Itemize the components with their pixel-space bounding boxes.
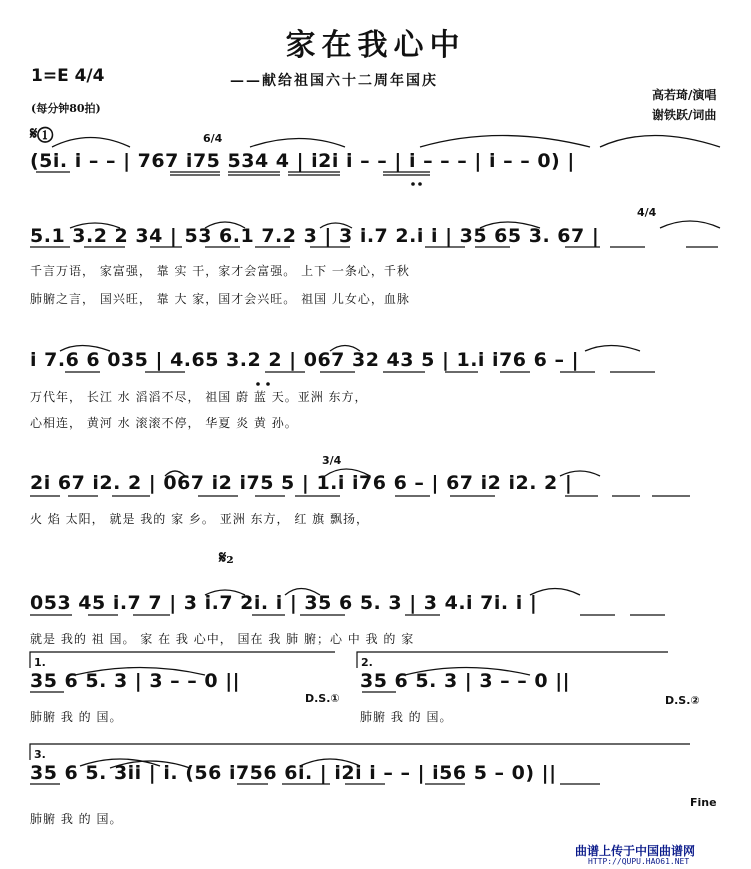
time-change-3-4: 3/4	[322, 454, 342, 467]
lyric-line-4a: 就是 我的 祖 国。 家 在 我 心中， 国在 我 肺 腑；心 中 我 的 家	[30, 632, 415, 646]
time-change-6-4: 6/4	[203, 132, 223, 145]
song-title: 家在我心中	[285, 28, 466, 63]
notation-line-0: (5i. i – – | 767 i75 534 4 | i2i i – – | i – – – | i – – 0) |	[30, 150, 575, 172]
ending-1-lyric: 肺腑 我 的 国。	[30, 710, 123, 724]
composer-credit: 谢铁跃/词曲	[652, 108, 717, 122]
singer-credit: 高若琦/演唱	[652, 88, 717, 102]
lyric-line-2b: 心相连， 黄河 水 滚滚不停， 华夏 炎 黄 孙。	[30, 416, 298, 430]
segno-1: 𝄋①	[30, 124, 54, 144]
watermark-text: 曲谱上传于中国曲谱网	[575, 844, 696, 858]
ds-1: D.S.①	[305, 692, 340, 705]
notation-line-3: 2i 67 i2. 2 | 067 i2 i75 5 | 1.i i76 6 – | 67 i2 i2. 2 |	[30, 472, 573, 494]
lyric-line-1b: 肺腑之言， 国兴旺， 靠 大 家，国才会兴旺。 祖国 儿女心，血脉	[30, 292, 410, 306]
time-change-4-4: 4/4	[637, 206, 657, 219]
ending-2-lyric: 肺腑 我 的 国。	[360, 710, 453, 724]
ds-2: D.S.②	[665, 694, 700, 707]
ending-2-notes: 35 6 5. 3 | 3 – – 0 ||	[360, 670, 571, 692]
fine-marking: Fine	[690, 796, 717, 809]
song-subtitle: ——献给祖国六十二周年国庆	[230, 73, 438, 89]
lyric-line-1a: 千言万语， 家富强， 靠 实 干，家才会富强。 上下 一条心，千秋	[30, 264, 410, 278]
ending-3-label: 3.	[34, 748, 46, 761]
ending-2-label: 2.	[361, 656, 373, 669]
segno-2: 𝄋₂	[219, 548, 234, 568]
key-signature: 1=E 4/4	[31, 66, 105, 86]
ending-3-lyric: 肺腑 我 的 国。	[30, 812, 123, 826]
tempo-marking: (每分钟80拍)	[31, 102, 101, 115]
ending-3-notes: 35 6 5. 3ii | i. (56 i756 6i. | i2i i – – | i56 5 – 0) ||	[30, 762, 557, 784]
notation-line-1: 5.1 3.2 2 34 | 53 6.1 7.2 3 | 3 i.7 2.i i | 35 65 3. 67 |	[30, 225, 600, 247]
lyric-line-3a: 火 焰 太阳， 就是 我的 家 乡。 亚洲 东方， 红 旗 飘扬，	[30, 512, 369, 526]
watermark-url: HTTP://QUPU.HAO61.NET	[588, 857, 690, 866]
lyric-line-2a: 万代年， 长江 水 滔滔不尽， 祖国 蔚 蓝 天。亚洲 东方，	[30, 390, 368, 404]
ending-1-notes: 35 6 5. 3 | 3 – – 0 ||	[30, 670, 241, 692]
notation-line-2: i 7.6 6 035 | 4.65 3.2 2 | 067 32 43 5 | 1.i i76 6 – |	[30, 349, 580, 371]
ending-1-label: 1.	[34, 656, 46, 669]
notation-line-4: 053 45 i.7 7 | 3 i.7 2i. i | 35 6 5. 3 | 3 4.i 7i. i |	[30, 592, 538, 614]
